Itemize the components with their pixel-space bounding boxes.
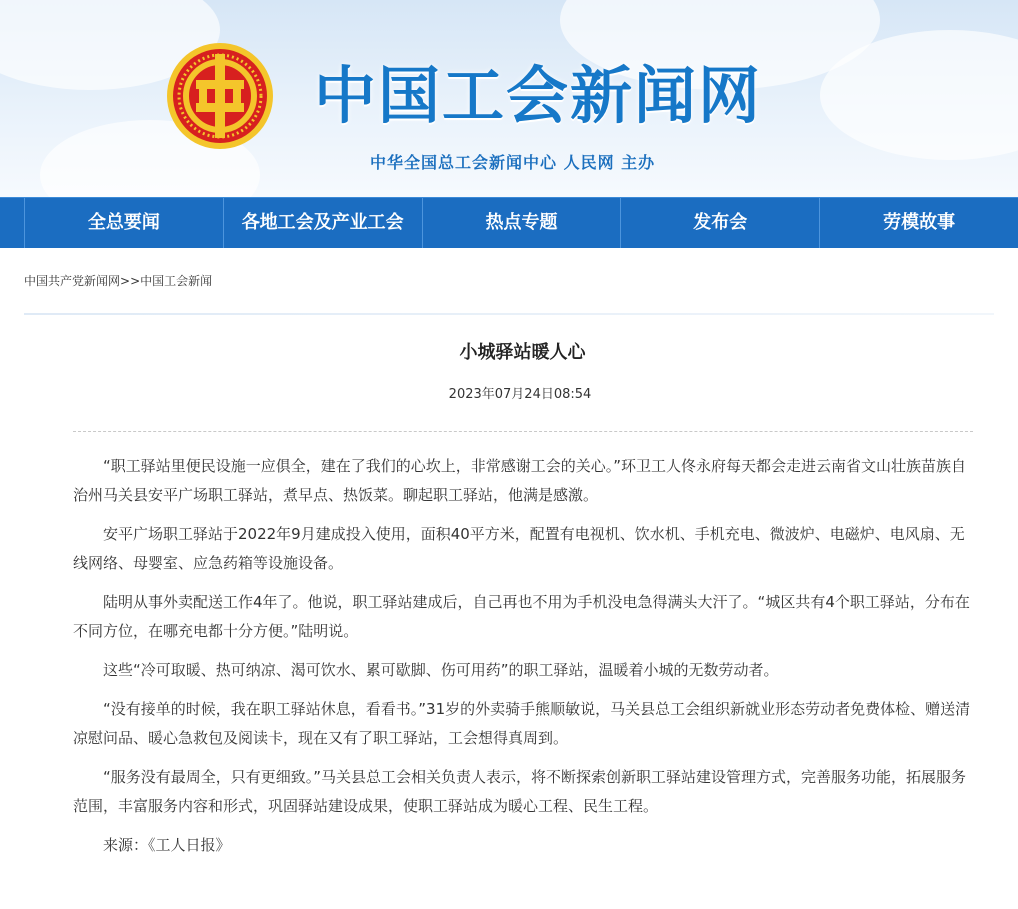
article-paragraph: 陆明从事外卖配送工作4年了。他说，职工驿站建成后，自己再也不用为手机没电急得满头大汗了。“城区共有4个职工驿站，分布在不同方位，在哪充电都十分方便。”陆明说。 (73, 593, 970, 640)
breadcrumb-current-link[interactable]: 中国工会新闻 (140, 274, 213, 288)
article-paragraph: “没有接单的时候，我在职工驿站休息，看看书。”31岁的外卖骑手熊顺敏说，马关县总工会组织新就业形态劳动者免费体检、赠送清凉慰问品、暖心急救包及阅读卡，现在又有了职工驿站，工会想得真周到。 (73, 700, 971, 747)
article-paragraph: 这些“冷可取暖、热可纳凉、渴可饮水、累可歇脚、伤可用药”的职工驿站，温暖着小城的无数劳动者。 (103, 661, 779, 679)
main-nav (0, 197, 1018, 248)
nav-item-press-conference[interactable]: 发布会 (620, 198, 819, 248)
breadcrumb-divider (24, 313, 994, 315)
nav-item-model-worker-stories[interactable]: 劳模故事 (819, 198, 1018, 248)
article-paragraph: “职工驿站里便民设施一应俱全，建在了我们的心坎上，非常感谢工会的关心。”环卫工人佟永府每天都会走进云南省文山壮族苗族自治州马关县安平广场职工驿站，煮早点、热饭菜。聊起职工驿站，他满是感激。 (73, 457, 967, 504)
nav-item-local-unions[interactable]: 各地工会及产业工会 (223, 198, 422, 248)
breadcrumb (24, 272, 212, 289)
article-source: 来源：《工人日报》 (103, 836, 231, 854)
nav-item-quanzong-news[interactable]: 全总要闻 (24, 198, 223, 248)
site-subtitle: 中华全国总工会新闻中心 人民网 主办 (370, 153, 656, 172)
breadcrumb-root-link[interactable]: 中国共产党新闻网 (24, 274, 121, 288)
site-title[interactable]: 中国工会新闻网 (314, 59, 763, 132)
breadcrumb-separator: >> (120, 274, 141, 288)
article-title: 小城驿站暖人心 (459, 342, 586, 363)
article-datetime: 2023年07月24日08:54 (448, 387, 592, 402)
nav-item-hot-topics[interactable]: 热点专题 (422, 198, 621, 248)
trade-union-emblem-icon[interactable] (166, 42, 274, 150)
site-header (0, 0, 1018, 197)
article-body (73, 452, 973, 870)
article-divider (73, 431, 973, 432)
article-paragraph: “服务没有最周全，只有更细致。”马关县总工会相关负责人表示，将不断探索创新职工驿站建设管理方式，完善服务功能，拓展服务范围，丰富服务内容和形式，巩固驿站建设成果，使职工驿站成为暖心工程、民生工程。 (73, 768, 967, 815)
article-paragraph: 安平广场职工驿站于2022年9月建成投入使用，面积40平方米，配置有电视机、饮水机、手机充电、微波炉、电磁炉、电风扇、无线网络、母婴室、应急药箱等设施设备。 (73, 525, 965, 572)
